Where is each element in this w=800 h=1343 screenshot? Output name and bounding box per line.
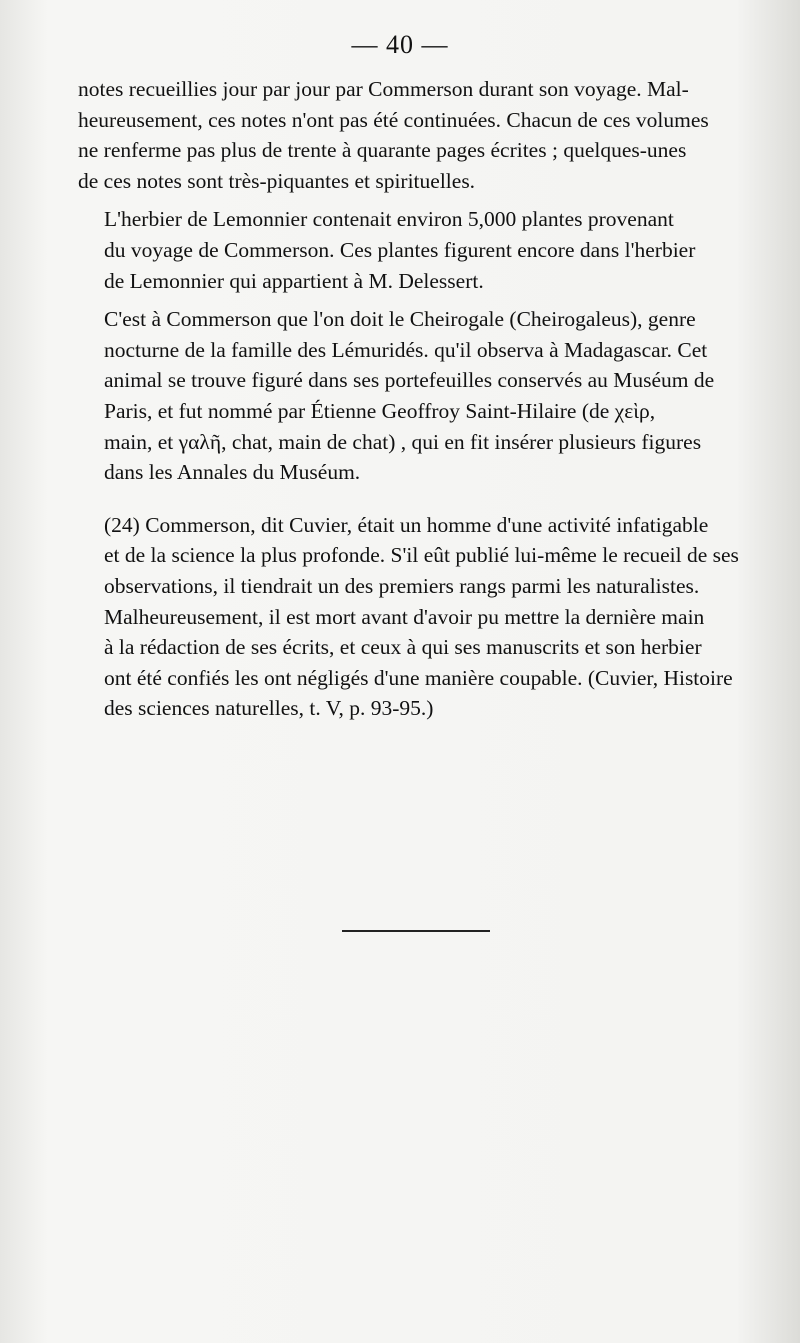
text-line: Malheureusement, il est mort avant d'avoir pu mettre la dernière main — [104, 604, 705, 629]
page-number: — 40 — — [351, 30, 449, 59]
text-line: C'est à Commerson que l'on doit le Cheirogale (Cheirogaleus), genre — [104, 307, 696, 332]
paragraph-continuation — [78, 74, 742, 196]
text-line: de Lemonnier qui appartient à M. Delessert. — [104, 268, 484, 293]
text-line: (24) Commerson, dit Cuvier, était un homme d'une activité infatigable — [104, 512, 709, 537]
text-line: nocturne de la famille des Lémuridés. qu'il observa à Madagascar. Cet — [104, 337, 708, 362]
text-line: à la rédaction de ses écrits, et ceux à qui ses manuscrits et son herbier — [104, 635, 702, 660]
text-line: main, et γαλῆ, chat, main de chat) , qui en fit insérer plusieurs figures — [104, 429, 702, 454]
text-line: L'herbier de Lemonnier contenait environ 5,000 plantes provenant — [104, 207, 674, 232]
text-line: notes recueillies jour par jour par Commerson durant son voyage. Mal- — [78, 77, 689, 101]
text-line: dans les Annales du Muséum. — [104, 460, 361, 485]
section-rule — [342, 930, 490, 932]
text-line: ont été confiés les ont négligés d'une manière coupable. (Cuvier, Histoire — [104, 665, 733, 690]
paragraph-cheirogale — [78, 304, 742, 488]
text-line: de ces notes sont très-piquantes et spirituelles. — [78, 168, 476, 193]
body-text — [78, 74, 742, 732]
paragraph-herbier — [78, 204, 742, 296]
text-line: ne renferme pas plus de trente à quarante pages écrites ; quelques-unes — [78, 138, 687, 163]
text-line: Paris, et fut nommé par Étienne Geoffroy Saint-Hilaire (de χεὶρ, — [104, 398, 656, 423]
text-line: du voyage de Commerson. Ces plantes figurent encore dans l'herbier — [104, 237, 696, 262]
text-line: des sciences naturelles, t. V, p. 93-95.) — [104, 696, 434, 721]
text-line: observations, il tiendrait un des premiers rangs parmi les naturalistes. — [104, 573, 700, 598]
text-line: heureusement, ces notes n'ont pas été continuées. Chacun de ces volumes — [78, 107, 709, 132]
text-line: animal se trouve figuré dans ses portefeuilles conservés au Muséum de — [104, 368, 715, 393]
text-line: et de la science la plus profonde. S'il eût publié lui-même le recueil de ses — [104, 543, 739, 568]
footnote-24 — [78, 510, 742, 724]
